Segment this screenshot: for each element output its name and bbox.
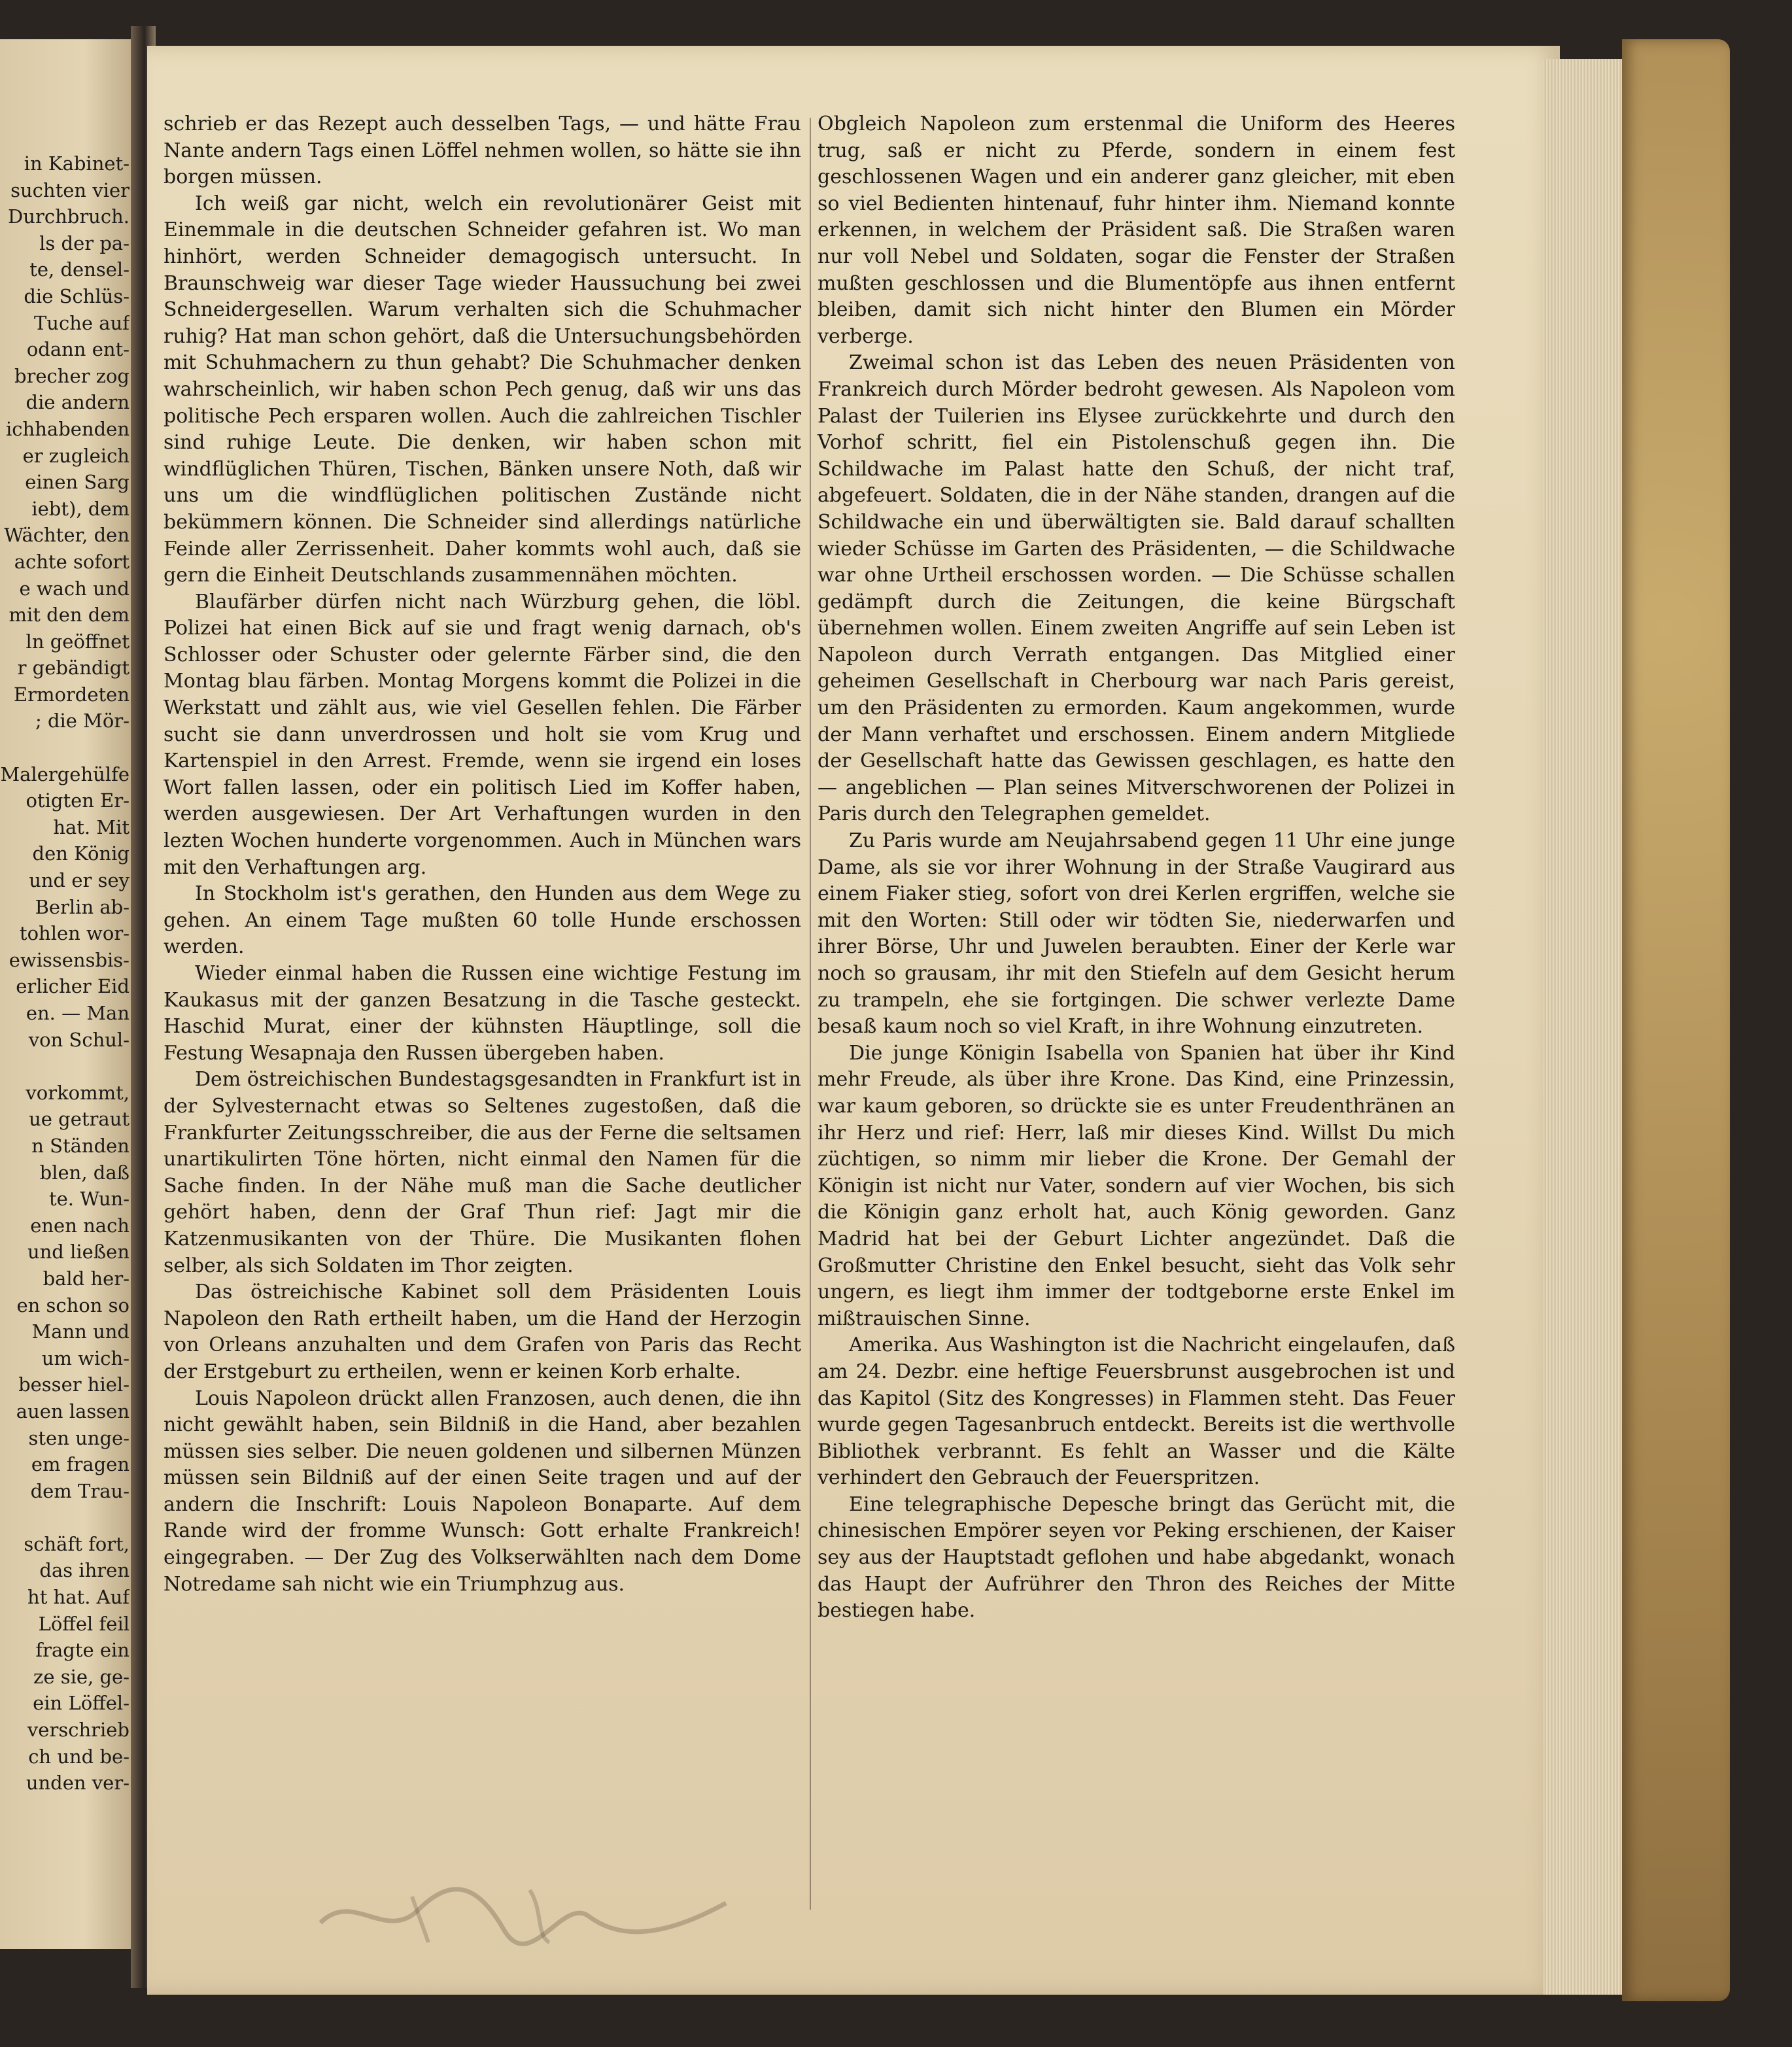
paragraph: Obgleich Napoleon zum erstenmal die Uniform des Heeres trug, saß er nicht zu Pferde, sondern in einem fest geschlossenen Wagen und ein anderer ganz gleicher, mit eben so viel Bedienten hintenauf, fuhr hinter ihm. Niemand konnte erkennen, in welchem der Präsident saß. Die Straßen waren nur voll Nebel und Soldaten, sogar die Fenster der Straßen mußten geschlossen und die Blumentöpfe aus ihnen entfernt bleiben, damit sich nicht hinter den Blumen ein Mörder verberge. <box>818 112 1455 348</box>
left-fragment-line <box>0 1504 129 1531</box>
paragraph: Zu Paris wurde am Neujahrsabend gegen 11 Uhr eine junge Dame, als sie vor ihrer Wohnung in der Straße Vaugirard aus einem Fiaker stieg, sofort von drei Kerlen ergriffen, welche sie mit den Worten: Still oder wir tödten Sie, niederwarfen und ihrer Börse, Uhr und Juwelen beraubten. Einer der Kerle war noch so grausam, ihr mit den Stiefeln auf dem Gesicht herum zu trampeln, ehe sie fortgingen. Die schwer verlezte Dame besaß kaum noch so viel Kraft, in ihre Wohnung einzutreten. <box>818 829 1455 1039</box>
left-fragment-line: ht hat. Auf <box>27 1586 129 1609</box>
left-fragment-line: enen nach <box>30 1214 129 1237</box>
left-fragment-line: en schon so <box>16 1294 129 1316</box>
left-page-text <box>0 150 129 1797</box>
left-fragment-line: odann ent- <box>26 338 129 361</box>
left-fragment-line: die andern <box>26 391 129 414</box>
left-fragment-line: iebt), dem <box>31 497 129 520</box>
left-fragment-line: von Schul- <box>28 1028 129 1051</box>
left-fragment-line: und er sey <box>29 869 129 892</box>
paragraph: Louis Napoleon drückt allen Franzosen, auch denen, die ihn nicht gewählt haben, sein Bildniß in die Hand, aber bezahlen müssen sies selber. Die neuen goldenen und silbernen Münzen müssen sein Bildniß auf der einen Seite tragen und auf der andern die Inschrift: Louis Napoleon Bonaparte. Auf dem Rande wird der fromme Wunsch: Gott erhalte Frankreich! eingegraben. — Der Zug des Volkserwählten nach dem Dome Notredame sah nicht wie ein Triumphzug aus. <box>164 1386 801 1596</box>
ink-signature-mark <box>314 1870 732 1955</box>
left-fragment-line: auen lassen <box>16 1400 129 1422</box>
left-fragment-line: fragte ein <box>35 1639 129 1662</box>
book-cover <box>1622 39 1730 2001</box>
left-fragment-line: r gebändigt <box>17 657 129 679</box>
left-fragment-line: otigten Er- <box>26 789 129 812</box>
left-fragment-line: sten unge- <box>28 1426 129 1449</box>
left-fragment-line: verschrieb <box>27 1719 129 1742</box>
paragraph: Eine telegraphische Depesche bringt das Gerücht mit, die chinesischen Empörer seyen vor Peking erschienen, der Kaiser sey aus der Hauptstadt geflohen und habe abgedankt, wonach das Haupt der Aufrührer den Thron des Reiches der Mitte bestiegen habe. <box>818 1492 1455 1623</box>
left-fragment-line: einen Sarg <box>25 471 129 494</box>
left-fragment-line: brecher zog <box>14 364 129 387</box>
left-fragment-line: ein Löffel- <box>33 1692 129 1715</box>
left-fragment-line <box>0 1053 129 1080</box>
left-fragment-line: dem Trau- <box>30 1479 129 1502</box>
left-fragment-line: um wich- <box>41 1347 129 1369</box>
left-fragment-line: te, densel- <box>29 258 129 281</box>
left-fragment-line: n Ständen <box>31 1134 129 1157</box>
left-fragment-line: schäft fort, <box>24 1532 129 1555</box>
left-fragment-line: Tuche auf <box>33 311 129 334</box>
left-fragment-line: den König <box>32 842 129 865</box>
left-fragment-line: ln geöffnet <box>26 630 129 653</box>
left-fragment-line: ch und be- <box>28 1745 129 1768</box>
left-fragment-line: hat. Mit <box>53 816 129 838</box>
paragraph: Wieder einmal haben die Russen eine wichtige Festung im Kaukasus mit der ganzen Besatzung in die Tasche gesteckt. Haschid Murat, einer der kühnsten Häuptlinge, soll die Festung Wesapnaja den Russen übergeben haben. <box>164 962 801 1065</box>
left-fragment-line: in Kabinet- <box>24 152 129 175</box>
left-fragment-line: Löffel feil <box>38 1612 129 1635</box>
left-fragment-line: er zugleich <box>22 444 129 467</box>
left-fragment-line: Mann und <box>31 1320 129 1343</box>
left-fragment-line: suchten vier <box>10 179 129 201</box>
left-fragment-line: e wach und <box>19 577 129 600</box>
left-fragment-line: vorkommt, <box>26 1081 129 1104</box>
left-fragment-line: unden ver- <box>26 1772 129 1795</box>
left-fragment-line: te. Wun- <box>48 1188 129 1211</box>
left-fragment-line: Berlin ab- <box>35 895 129 918</box>
left-fragment-line: em fragen <box>31 1453 129 1476</box>
left-fragment-line: ichhabenden <box>6 417 129 440</box>
left-fragment-line: besser hiel- <box>18 1373 129 1396</box>
paragraph: schrieb er das Rezept auch desselben Tags, — und hätte Frau Nante andern Tags einen Löffel nehmen wollen, so hätte sie ihn borgen müssen. <box>164 112 801 189</box>
paragraph: Zweimal schon ist das Leben des neuen Präsidenten von Frankreich durch Mörder bedroht gewesen. Als Napoleon vom Palast der Tuilerien ins Elysee zurückkehrte und durch den Vorhof schritt, fiel ein Pistolenschuß gegen ihn. Die Schildwache im Palast hatte den Schuß, der nicht traf, abgefeuert. Soldaten, die in der Nähe standen, drangen auf die Schildwache ein und überwältigten sie. Bald darauf schallten wieder Schüsse im Garten des Präsidenten, — die Schildwache war ohne Urtheil erschossen worden. — Die Schüsse schallen gedämpft durch die Zeitungen, die keine Bürgschaft übernehmen wollen. Einem zweiten Angriffe auf sein Leben ist Napoleon durch Verrath entgangen. Das Mitglied einer geheimen Gesellschaft in Cherbourg war nach Paris gereist, um den Präsidenten zu ermorden. Kaum angekommen, wurde der Mann verhaftet und erschossen. Einem andern Mitgliede der Gesellschaft hatte das Gewissen geschlagen, es hatte den — angeblichen — Plan seines Mitverschworenen der Polizei in Paris durch den Telegraphen gemeldet. <box>818 351 1455 826</box>
paragraph: Blaufärber dürfen nicht nach Würzburg gehen, die löbl. Polizei hat einen Bick auf sie und fragt wenig darnach, ob's Schlosser oder Schuster oder gelernte Färber sind, die den Montag blau färben. Montag Morgens kommt die Polizei in die Werkstatt und zählt aus, wie viel Gesellen fehlen. Die Färber sucht sie dann unverdrossen und holt sie vom Krug und Kartenspiel in den Arrest. Fremde, wenn sie irgend ein loses Wort fallen lassen, oder ein politisch Lied im Koffer haben, werden ausgewiesen. Der Art Verhaftungen wurden in den lezten Wochen hunderte vorgenommen. Auch in München wars mit den Verhaftungen arg. <box>164 590 801 879</box>
left-fragment-line: tohlen wor- <box>19 922 129 945</box>
left-fragment-line: ze sie, ge- <box>33 1665 129 1688</box>
left-fragment-line: Malergehülfe <box>0 763 129 785</box>
left-fragment-line: Wächter, den <box>4 524 129 547</box>
left-fragment-line: mit den dem <box>9 604 129 627</box>
left-fragment-line <box>0 734 129 761</box>
left-page <box>0 39 141 1949</box>
left-fragment-line: en. — Man <box>26 1002 129 1024</box>
paragraph: Ich weiß gar nicht, welch ein revolutionärer Geist mit Einemmale in die deutschen Schneider gefahren ist. Wo man hinhört, werden Schneider demagogisch untersucht. In Braunschweig war dieser Tage wieder Haussuchung bei zwei Schneidergesellen. Warum verhalten sich die Schuhmacher ruhig? Hat man schon gehört, daß die Untersuchungsbehörden mit Schuhmachern zu thun gehabt? Die Schuhmacher denken wahrscheinlich, wir haben schon Pech genug, daß wir uns das politische Pech ersparen wollen. Auch die zahlreichen Tischler sind ruhige Leute. Die denken, wir haben schon mit windflüglichen Thüren, Tischen, Bänken unsere Noth, daß wir uns um die windflüglichen politischen Zustände nicht bekümmern können. Die Schneider sind allerdings natürliche Feinde aller Zerrissenheit. Daher kommts wohl auch, daß sie gern die Einheit Deutschlands zusammennähen möchten. <box>164 192 801 587</box>
paragraph: Dem östreichischen Bundestagsgesandten in Frankfurt ist in der Sylvesternacht etwas so Seltenes zugestoßen, daß die Frankfurter Zeitungsschreiber, die aus der Ferne die seltsamen unartikulirten Töne hörten, nicht einmal den Namen für die Sache finden. In der Nähe muß man die Sache deutlicher gehört haben, denn der Graf Thun rief: Jagt mir die Katzenmusikanten von der Thüre. Die Musikanten flohen selber, als sich Soldaten im Thor zeigten. <box>164 1068 801 1277</box>
left-fragment-line: achte sofort <box>14 550 129 573</box>
left-fragment-line: das ihren <box>39 1559 129 1582</box>
left-fragment-line: ; die Mör- <box>35 710 129 732</box>
left-fragment-line: Ermordeten <box>13 683 129 706</box>
left-fragment-line: die Schlüs- <box>24 284 129 307</box>
left-fragment-line: ls der pa- <box>39 232 129 254</box>
left-fragment-line: ewissensbis- <box>9 948 129 971</box>
article-column-left <box>164 111 801 1598</box>
left-fragment-line: blen, daß <box>39 1161 129 1184</box>
paragraph: Amerika. Aus Washington ist die Nachricht eingelaufen, daß am 24. Dezbr. eine heftige Feuersbrunst ausgebrochen ist und das Kapitol (Sitz des Kongresses) in Flammen steht. Das Feuer wurde gegen Tagesanbruch entdeckt. Bereits ist die werthvolle Bibliothek verbrannt. Es fehlt an Wasser und die Kälte verhindert den Gebrauch der Feuerspritzen. <box>818 1333 1455 1490</box>
left-fragment-line: und ließen <box>27 1241 129 1264</box>
paragraph: Das östreichische Kabinet soll dem Präsidenten Louis Napoleon den Rath ertheilt haben, um die Hand der Herzogin von Orleans anzuhalten und dem Grafen von Paris das Recht der Erstgeburt zu ertheilen, wenn er keinen Korb erhalte. <box>164 1281 801 1383</box>
left-fragment-line: Durchbruch. <box>8 205 129 228</box>
left-fragment-line: erlicher Eid <box>16 975 129 998</box>
left-fragment-line: ue getraut <box>29 1108 129 1131</box>
left-fragment-line: bald her- <box>43 1267 129 1290</box>
paragraph: Die junge Königin Isabella von Spanien hat über ihr Kind mehr Freude, als über ihre Krone. Das Kind, eine Prinzessin, war kaum geboren, so drückte sie es unter Freudenthränen an ihr Herz und rief: Herr, laß mir dieses Kind. Willst Du mich züchtigen, so nimm mir lieber die Krone. Der Gemahl der Königin ist nicht nur Vater, sondern auf vier Wochen, bis sich die Königin ganz erholt hat, auch König geworden. Ganz Madrid hat bei der Geburt Lichter angezündet. Daß die Großmutter Christine den Enkel besucht, sieht das Volk sehr ungern, es liegt ihm immer der todtgeborne erste Enkel im mißtrauischen Sinne. <box>818 1041 1455 1330</box>
column-rule <box>810 118 811 1910</box>
paragraph: In Stockholm ist's gerathen, den Hunden aus dem Wege zu gehen. An einem Tage mußten 60 tolle Hunde erschossen werden. <box>164 882 801 959</box>
article-column-right <box>818 111 1455 1625</box>
